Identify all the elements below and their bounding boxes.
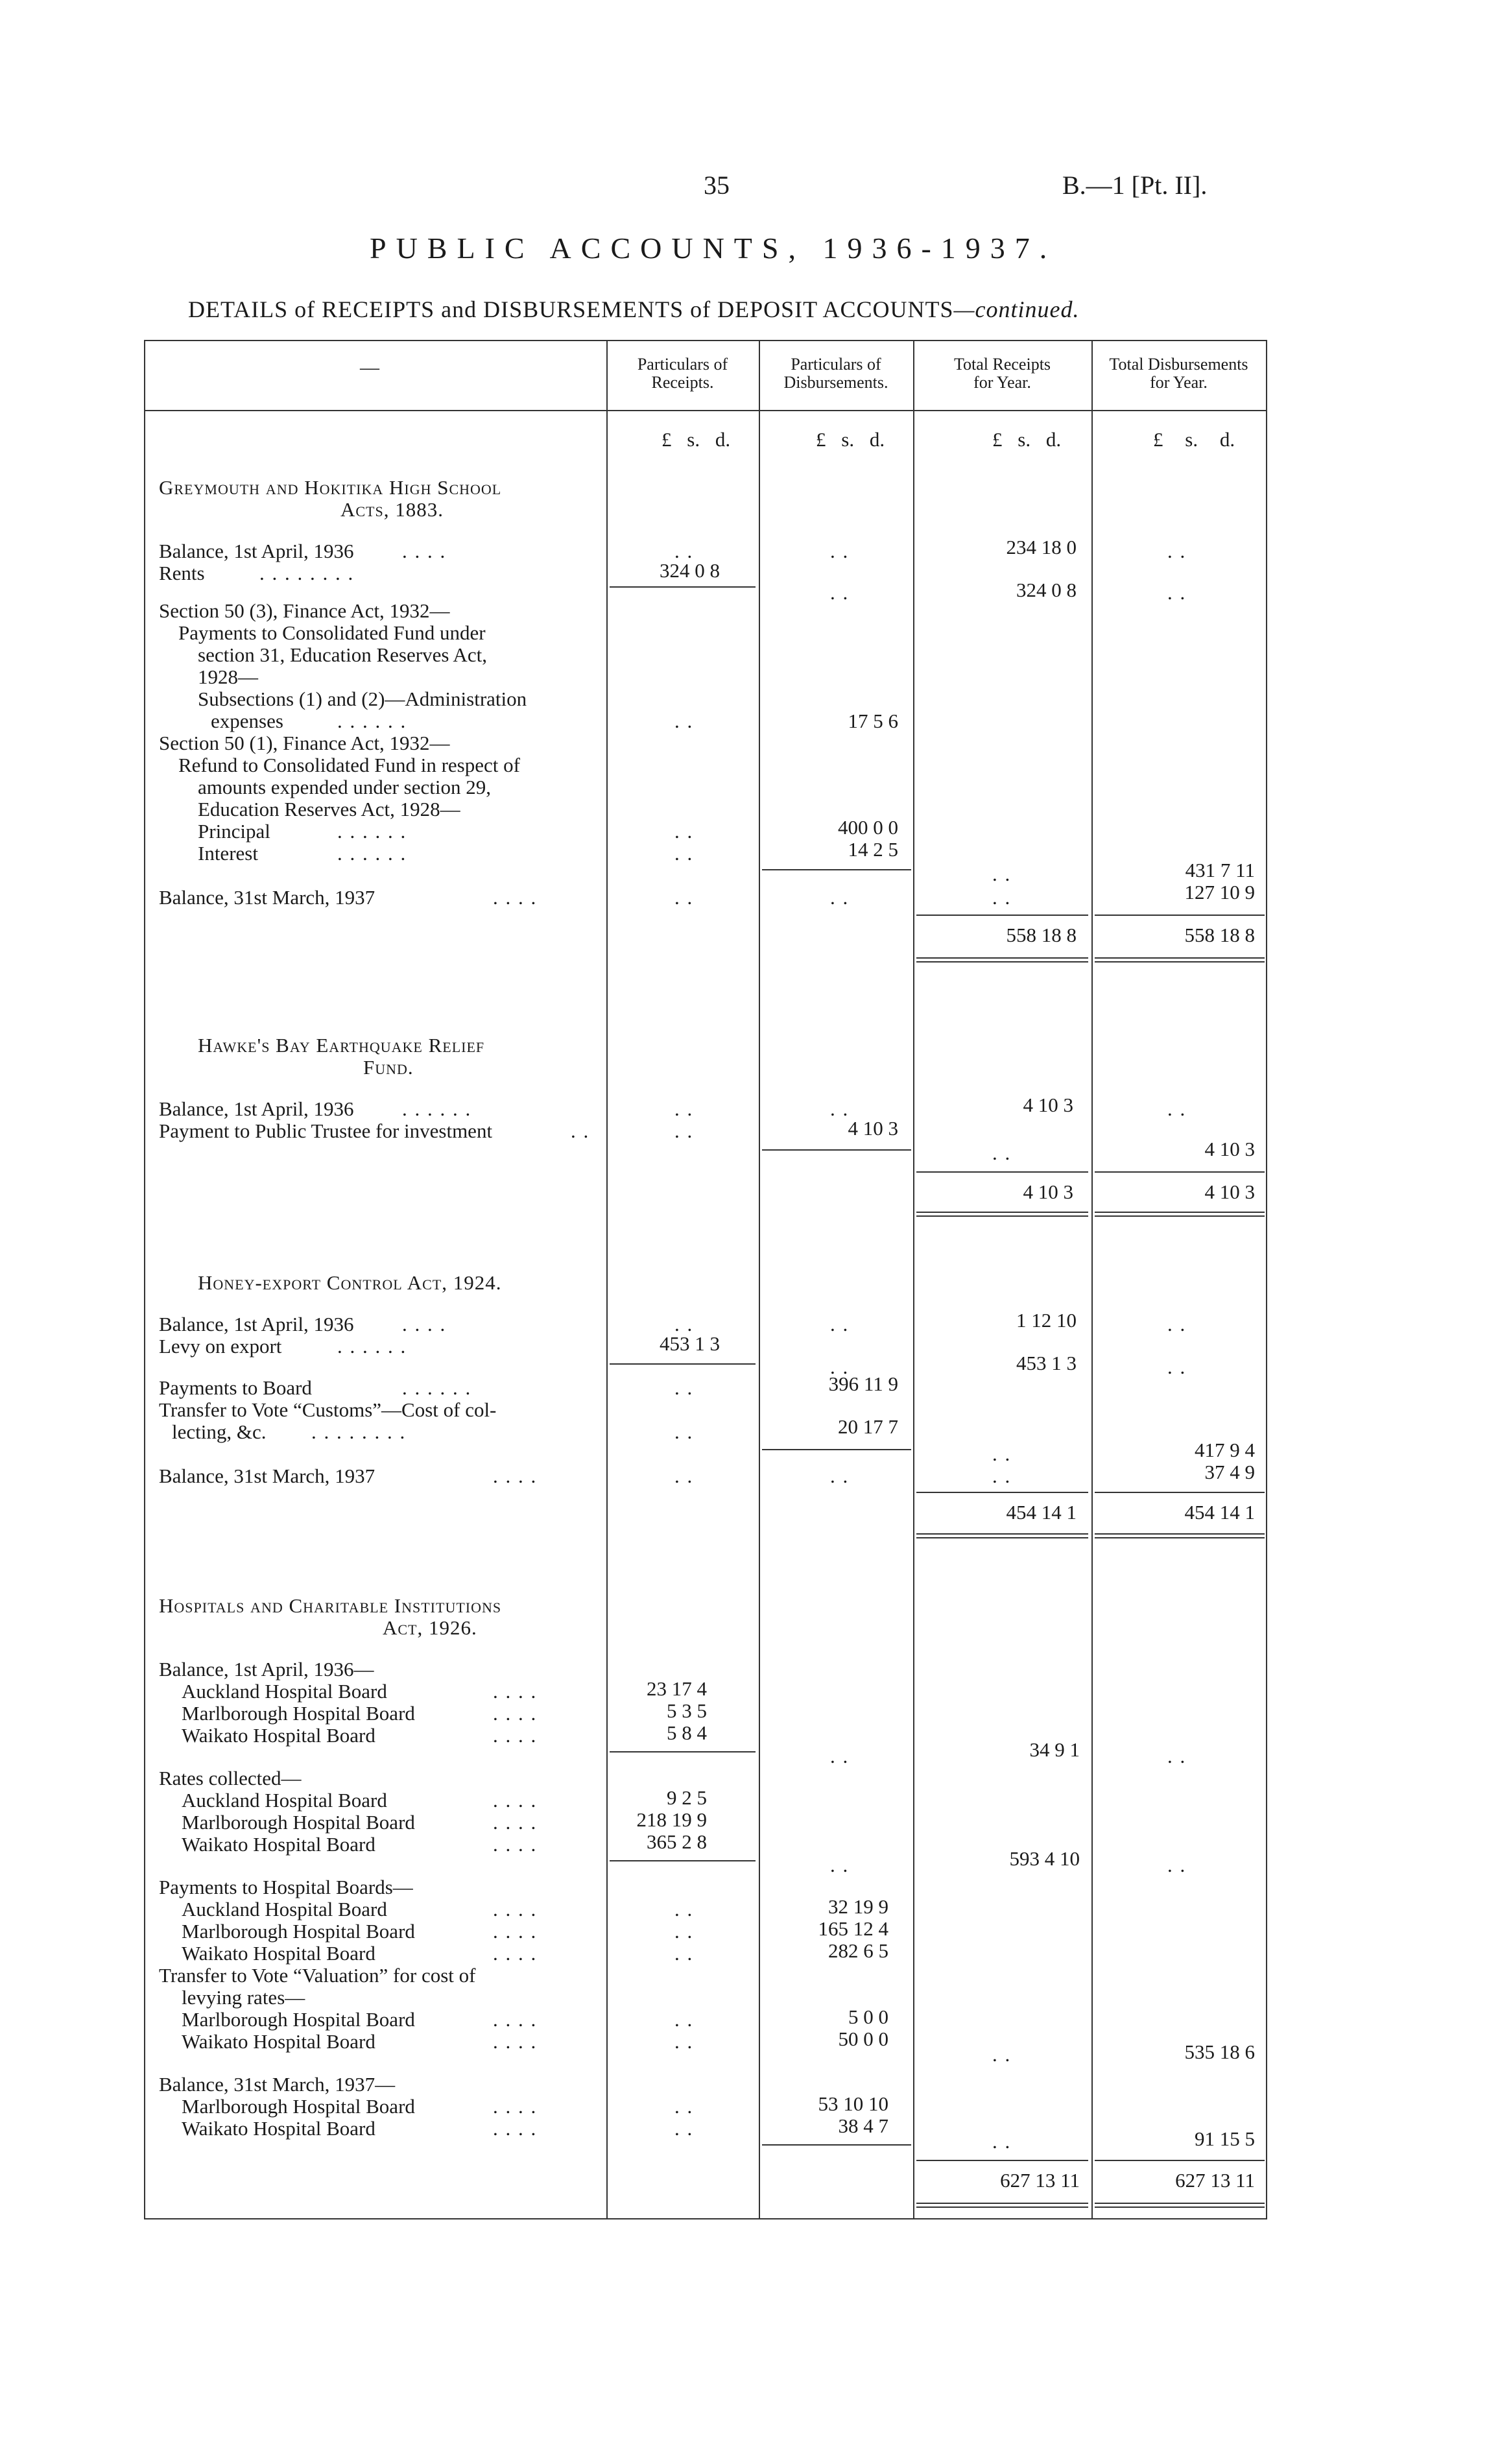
hospitals-pay-auckland-leader: . . . . xyxy=(493,1898,538,1920)
hospitals-close-waikato-leader: . . . . xyxy=(493,2117,538,2140)
honey-dis-transfer: 20 17 7 xyxy=(838,1415,898,1438)
hospitals-tr-waikato-leader: . . . . xyxy=(493,2030,538,2053)
hospitals-rec-pay-auckland-dots: . . xyxy=(674,1898,694,1920)
col-header-total-disbursements xyxy=(1091,355,1266,392)
hospitals-rates-auckland-leader: . . . . xyxy=(493,1789,538,1812)
honey-levy-label: Levy on export xyxy=(159,1335,282,1358)
col-header-total-receipts xyxy=(913,355,1091,392)
hospitals-td-double-rule-1 xyxy=(1095,2203,1265,2204)
hawkes-dis-payment: 4 10 3 xyxy=(848,1117,898,1140)
table-top-rule xyxy=(144,340,1267,341)
hospitals-rates-marlborough-leader: . . . . xyxy=(493,1811,538,1834)
document-reference: B.—1 [Pt. II]. xyxy=(1062,171,1208,200)
honey-total-receipts: 454 14 1 xyxy=(1006,1501,1077,1524)
hospitals-bal-marlborough-label: Marlborough Hospital Board xyxy=(182,1702,415,1725)
honey-tr-rule xyxy=(916,1492,1088,1493)
hospitals-bal-auckland-label: Auckland Hospital Board xyxy=(182,1680,387,1703)
honey-dis-balance-dots: . . xyxy=(830,1313,850,1335)
greymouth-td-rents-dots: . . xyxy=(1167,581,1187,604)
hospitals-rec-bal-rule xyxy=(610,1751,756,1752)
hospitals-total-disb: 627 13 11 xyxy=(1175,2169,1255,2192)
greymouth-subsections-line1: Subsections (1) and (2)—Administration xyxy=(198,688,527,710)
greymouth-interest-leader: . . . . . . xyxy=(337,842,407,865)
hospitals-heading-line1: Hospitals and Charitable Institutions xyxy=(159,1594,502,1617)
greymouth-dis-balance-dots: . . xyxy=(830,540,850,562)
greymouth-balance-close-label: Balance, 31st March, 1937 xyxy=(159,886,375,909)
hospitals-pay-waikato-label: Waikato Hospital Board xyxy=(182,1942,375,1965)
honey-total-disb: 454 14 1 xyxy=(1184,1501,1255,1524)
greymouth-tr-rents: 324 0 8 xyxy=(1016,579,1077,601)
honey-dis-levy-dots: . . xyxy=(830,1356,850,1378)
hospitals-rates-marlborough-label: Marlborough Hospital Board xyxy=(182,1811,415,1834)
greymouth-dis-close-dots: . . xyxy=(830,886,850,909)
greymouth-section50-1-label: Section 50 (1), Finance Act, 1932— xyxy=(159,732,450,754)
honey-transfer-line2: lecting, &c. xyxy=(172,1420,267,1443)
honey-balance-close-leader: . . . . xyxy=(493,1465,538,1487)
honey-rec-transfer-dots: . . xyxy=(674,1420,694,1443)
hospitals-pay-marlborough-label: Marlborough Hospital Board xyxy=(182,1920,415,1943)
hospitals-rec-rates-marlborough: 218 19 9 xyxy=(636,1808,707,1831)
hospitals-rates-waikato-leader: . . . . xyxy=(493,1833,538,1856)
greymouth-rents-label: Rents xyxy=(159,562,205,584)
greymouth-td-2: 127 10 9 xyxy=(1184,881,1255,903)
hawkes-total-disb: 4 10 3 xyxy=(1204,1180,1255,1203)
col-header-total-receipts-line2: for Year. xyxy=(973,373,1031,392)
hospitals-rec-pay-marlborough-dots: . . xyxy=(674,1920,694,1943)
greymouth-payments-line3: 1928— xyxy=(198,665,258,688)
hospitals-total-receipts: 627 13 11 xyxy=(1000,2169,1080,2192)
greymouth-principal-label: Principal xyxy=(198,820,270,843)
greymouth-payments-line2: section 31, Education Reserves Act, xyxy=(198,643,487,666)
hawkes-td-double-rule-2 xyxy=(1095,1215,1265,1217)
col-header-disbursements xyxy=(759,355,913,392)
col-header-total-disbursements-line1: Total Disbursements xyxy=(1109,355,1248,374)
hospitals-dis-close-waikato: 38 4 7 xyxy=(838,2114,888,2137)
hospitals-td-balance-dots: . . xyxy=(1167,1745,1187,1767)
hawkes-tr-payment-dots: . . xyxy=(992,1142,1012,1164)
hospitals-tr-double-rule-1 xyxy=(916,2203,1088,2204)
col-header-receipts xyxy=(606,355,759,392)
greymouth-total-disb: 558 18 8 xyxy=(1184,924,1255,946)
header-bottom-rule xyxy=(144,410,1267,411)
greymouth-heading-line1: Greymouth and Hokitika High School xyxy=(159,476,502,499)
hospitals-td-double-rule-2 xyxy=(1095,2207,1265,2208)
hawkes-tr-double-rule-1 xyxy=(916,1212,1088,1213)
honey-tr-double-rule-1 xyxy=(916,1533,1088,1535)
page-subtitle xyxy=(188,296,1080,323)
hospitals-close-marlborough-leader: . . . . xyxy=(493,2095,538,2118)
hospitals-pay-waikato-leader: . . . . xyxy=(493,1942,538,1965)
hospitals-rec-bal-waikato: 5 8 4 xyxy=(667,1721,707,1744)
col-header-receipts-line2: Receipts. xyxy=(651,373,714,392)
honey-rec-balance-dots: . . xyxy=(674,1313,694,1335)
hospitals-heading-line2: Act, 1926. xyxy=(383,1616,477,1639)
greymouth-rec-admin-dots: . . xyxy=(674,710,694,732)
hawkes-heading-line1: Hawke's Bay Earthquake Relief xyxy=(198,1034,485,1057)
col-divider-disbursements xyxy=(759,340,760,2218)
hospitals-rec-bal-auckland: 23 17 4 xyxy=(647,1677,707,1700)
greymouth-balance-open-label: Balance, 1st April, 1936 xyxy=(159,540,354,562)
greymouth-td-rule xyxy=(1095,915,1265,916)
greymouth-td-balance-dots: . . xyxy=(1167,540,1187,562)
subtitle-continued: —continued. xyxy=(953,296,1080,322)
hawkes-balance-open-leader: . . . . . . xyxy=(402,1097,472,1120)
col-divider-receipts xyxy=(606,340,608,2218)
greymouth-subsections-line2: expenses xyxy=(211,710,283,732)
hospitals-tr-marlborough-leader: . . . . xyxy=(493,2008,538,2031)
hospitals-tr-td1-dots: . . xyxy=(992,2043,1012,2066)
honey-tr-balance: 1 12 10 xyxy=(1016,1309,1077,1332)
left-border xyxy=(144,340,145,2218)
hawkes-payment-label: Payment to Public Trustee for investment xyxy=(159,1119,493,1142)
greymouth-tr-double-rule-2 xyxy=(916,961,1088,963)
greymouth-section50-3-label: Section 50 (3), Finance Act, 1932— xyxy=(159,599,450,622)
hawkes-tr-balance: 4 10 3 xyxy=(1023,1094,1073,1116)
greymouth-balance-open-leader: . . . . xyxy=(402,540,447,562)
honey-rec-close-dots: . . xyxy=(674,1465,694,1487)
honey-tr-double-rule-2 xyxy=(916,1537,1088,1538)
hospitals-dis-bal-dots: . . xyxy=(830,1745,850,1767)
hospitals-tr-rates: 593 4 10 xyxy=(1009,1847,1080,1870)
hospitals-dis-pay-marlborough: 165 12 4 xyxy=(818,1917,888,1940)
greymouth-rec-rule xyxy=(610,586,756,588)
hospitals-transfer-line2: levying rates— xyxy=(182,1986,305,2009)
greymouth-dis-interest: 14 2 5 xyxy=(848,838,898,861)
honey-levy-leader: . . . . . . xyxy=(337,1335,407,1358)
honey-td-levy-dots: . . xyxy=(1167,1356,1187,1378)
hospitals-bal-marlborough-leader: . . . . xyxy=(493,1702,538,1725)
honey-td-1: 417 9 4 xyxy=(1195,1439,1255,1461)
honey-payments-board-label: Payments to Board xyxy=(159,1376,312,1399)
hospitals-payments-label: Payments to Hospital Boards— xyxy=(159,1876,413,1898)
honey-balance-close-label: Balance, 31st March, 1937 xyxy=(159,1465,375,1487)
honey-transfer-line1: Transfer to Vote “Customs”—Cost of col- xyxy=(159,1398,497,1421)
hawkes-tr-double-rule-2 xyxy=(916,1215,1088,1217)
greymouth-refund-line1: Refund to Consolidated Fund in respect of xyxy=(178,754,520,776)
hospitals-bal-waikato-leader: . . . . xyxy=(493,1724,538,1747)
honey-balance-open-leader: . . . . xyxy=(402,1313,447,1335)
hospitals-rec-close-marlborough-dots: . . xyxy=(674,2095,694,2118)
honey-transfer-leader: . . . . . . . . xyxy=(311,1420,407,1443)
hospitals-rec-rates-rule xyxy=(610,1860,756,1861)
honey-td-rule xyxy=(1095,1492,1265,1493)
honey-rec-levy: 453 1 3 xyxy=(660,1332,720,1355)
greymouth-principal-leader: . . . . . . xyxy=(337,820,407,843)
hospitals-rates-label: Rates collected— xyxy=(159,1767,302,1789)
hawkes-td-double-rule-1 xyxy=(1095,1212,1265,1213)
greymouth-subsections-leader: . . . . . . xyxy=(337,710,407,732)
honey-heading: Honey-export Control Act, 1924. xyxy=(198,1271,502,1294)
hospitals-pay-auckland-label: Auckland Hospital Board xyxy=(182,1898,387,1920)
hospitals-balance-close-label: Balance, 31st March, 1937— xyxy=(159,2073,396,2096)
greymouth-tr-td1-dots: . . xyxy=(992,863,1012,885)
greymouth-dis-principal: 400 0 0 xyxy=(838,816,898,839)
col-header-disbursements-line1: Particulars of xyxy=(791,355,881,374)
hospitals-rec-bal-marlborough: 5 3 5 xyxy=(667,1699,707,1722)
greymouth-tr-rule xyxy=(916,915,1088,916)
hawkes-rec-balance-dots: . . xyxy=(674,1097,694,1120)
honey-payments-board-leader: . . . . . . xyxy=(402,1376,472,1399)
hospitals-rec-close-waikato-dots: . . xyxy=(674,2117,694,2140)
greymouth-rec-rents: 324 0 8 xyxy=(660,559,720,582)
blank-column-header: — xyxy=(360,357,379,378)
subtitle-main: DETAILS of RECEIPTS and DISBURSEMENTS of DEPOSIT ACCOUNTS xyxy=(188,296,954,322)
hospitals-dis-rule xyxy=(762,2144,911,2146)
greymouth-refund-line2: amounts expended under section 29, xyxy=(198,776,491,798)
hospitals-pay-marlborough-leader: . . . . xyxy=(493,1920,538,1943)
hospitals-rec-rates-waikato: 365 2 8 xyxy=(647,1830,707,1853)
greymouth-rec-close-dots: . . xyxy=(674,886,694,909)
honey-td-double-rule-1 xyxy=(1095,1533,1265,1535)
currency-header-disbursements: £ s. d. xyxy=(816,428,885,451)
hospitals-bal-auckland-leader: . . . . xyxy=(493,1680,538,1703)
hawkes-heading-line2: Fund. xyxy=(363,1056,414,1079)
col-header-receipts-line1: Particulars of xyxy=(637,355,728,374)
col-header-disbursements-line2: Disbursements. xyxy=(783,373,888,392)
hospitals-dis-tr-waikato: 50 0 0 xyxy=(838,2027,888,2050)
hospitals-bal-waikato-label: Waikato Hospital Board xyxy=(182,1724,375,1747)
page-title: PUBLIC ACCOUNTS, 1936-1937. xyxy=(370,232,1057,265)
honey-td-double-rule-2 xyxy=(1095,1537,1265,1538)
honey-tr-levy: 453 1 3 xyxy=(1016,1352,1077,1374)
col-divider-total-disbursements xyxy=(1091,340,1093,2218)
hospitals-transfer-line1: Transfer to Vote “Valuation” for cost of xyxy=(159,1964,476,1987)
hospitals-dis-tr-marlborough: 5 0 0 xyxy=(848,2005,888,2028)
honey-rec-board-dots: . . xyxy=(674,1376,694,1399)
greymouth-tr-balance: 234 18 0 xyxy=(1006,536,1077,558)
honey-dis-rule xyxy=(762,1449,911,1450)
hospitals-close-marlborough-label: Marlborough Hospital Board xyxy=(182,2095,415,2118)
hospitals-rec-tr-waikato-dots: . . xyxy=(674,2030,694,2053)
hospitals-balance-open-label: Balance, 1st April, 1936— xyxy=(159,1658,374,1681)
hawkes-tr-rule xyxy=(916,1171,1088,1173)
hospitals-rates-auckland-label: Auckland Hospital Board xyxy=(182,1789,387,1812)
honey-td-2: 37 4 9 xyxy=(1204,1461,1255,1483)
hawkes-dis-rule xyxy=(762,1149,911,1151)
hospitals-rec-pay-waikato-dots: . . xyxy=(674,1942,694,1965)
currency-header-total-receipts: £ s. d. xyxy=(992,428,1062,451)
hospitals-dis-pay-waikato: 282 6 5 xyxy=(828,1939,888,1962)
hospitals-dis-rates-dots: . . xyxy=(830,1854,850,1876)
greymouth-rec-balance-dots: . . xyxy=(674,540,694,562)
hospitals-rates-waikato-label: Waikato Hospital Board xyxy=(182,1833,375,1856)
hospitals-tr-double-rule-2 xyxy=(916,2207,1088,2208)
honey-dis-close-dots: . . xyxy=(830,1465,850,1487)
honey-tr-td2-dots: . . xyxy=(992,1465,1012,1487)
currency-header-total-disbursements: £ s. d. xyxy=(1153,428,1235,451)
hawkes-balance-open-label: Balance, 1st April, 1936 xyxy=(159,1097,354,1120)
greymouth-heading-line2: Acts, 1883. xyxy=(340,498,444,521)
hospitals-tr-waikato-label: Waikato Hospital Board xyxy=(182,2030,375,2053)
greymouth-rec-principal-dots: . . xyxy=(674,820,694,843)
greymouth-dis-rents-dots: . . xyxy=(830,581,850,604)
hawkes-td-rule xyxy=(1095,1171,1265,1173)
greymouth-td-double-rule-1 xyxy=(1095,957,1265,959)
greymouth-balance-close-leader: . . . . xyxy=(493,886,538,909)
greymouth-tr-double-rule-1 xyxy=(916,957,1088,959)
table-bottom-rule xyxy=(144,2218,1267,2219)
greymouth-payments-line1: Payments to Consolidated Fund under xyxy=(178,621,486,644)
hospitals-td-rates-dots: . . xyxy=(1167,1854,1187,1876)
hospitals-tr-td2-dots: . . xyxy=(992,2130,1012,2153)
right-border xyxy=(1266,340,1267,2218)
hospitals-td-2: 91 15 5 xyxy=(1195,2127,1255,2150)
hospitals-tr-balance: 34 9 1 xyxy=(1029,1738,1080,1761)
hawkes-total-receipts: 4 10 3 xyxy=(1023,1180,1073,1203)
hospitals-tr-marlborough-label: Marlborough Hospital Board xyxy=(182,2008,415,2031)
greymouth-tr-td2-dots: . . xyxy=(992,886,1012,909)
greymouth-rec-interest-dots: . . xyxy=(674,842,694,865)
hawkes-td-balance-dots: . . xyxy=(1167,1097,1187,1120)
honey-balance-open-label: Balance, 1st April, 1936 xyxy=(159,1313,354,1335)
greymouth-interest-label: Interest xyxy=(198,842,258,865)
honey-dis-board: 396 11 9 xyxy=(828,1372,898,1395)
greymouth-refund-line3: Education Reserves Act, 1928— xyxy=(198,798,460,820)
col-divider-total-receipts xyxy=(913,340,914,2218)
honey-td-balance-dots: . . xyxy=(1167,1313,1187,1335)
hospitals-dis-close-marlborough: 53 10 10 xyxy=(818,2092,888,2115)
honey-tr-td1-dots: . . xyxy=(992,1442,1012,1465)
hospitals-rec-tr-marlborough-dots: . . xyxy=(674,2008,694,2031)
page-number: 35 xyxy=(704,171,730,200)
hawkes-dis-balance-dots: . . xyxy=(830,1097,850,1120)
greymouth-dis-admin: 17 5 6 xyxy=(848,710,898,732)
hospitals-td-1: 535 18 6 xyxy=(1184,2040,1255,2063)
hawkes-rec-payment-dots: . . xyxy=(674,1119,694,1142)
hospitals-td-rule xyxy=(1095,2160,1265,2161)
greymouth-dis-rule xyxy=(762,869,911,870)
hospitals-tr-rule xyxy=(916,2160,1088,2161)
col-header-total-receipts-line1: Total Receipts xyxy=(953,355,1051,374)
hospitals-rec-rates-auckland: 9 2 5 xyxy=(667,1786,707,1809)
greymouth-td-1: 431 7 11 xyxy=(1185,859,1255,881)
currency-header-receipts: £ s. d. xyxy=(661,428,731,451)
hospitals-dis-pay-auckland: 32 19 9 xyxy=(828,1895,888,1918)
hospitals-close-waikato-label: Waikato Hospital Board xyxy=(182,2117,375,2140)
honey-rec-rule xyxy=(610,1363,756,1365)
greymouth-total-receipts: 558 18 8 xyxy=(1006,924,1077,946)
greymouth-rents-leader: . . . . . . . . xyxy=(259,562,355,584)
col-header-total-disbursements-line2: for Year. xyxy=(1150,373,1208,392)
hawkes-td-payment: 4 10 3 xyxy=(1204,1138,1255,1160)
greymouth-td-double-rule-2 xyxy=(1095,961,1265,963)
hawkes-payment-leader: . . xyxy=(571,1119,590,1142)
